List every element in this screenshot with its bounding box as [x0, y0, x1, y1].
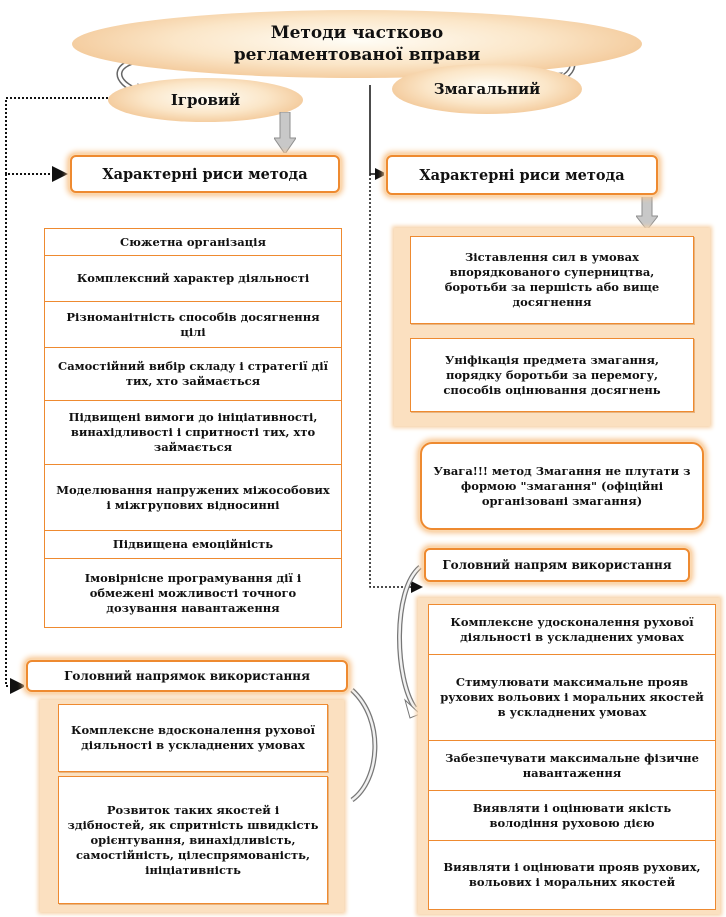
- list-item: Комплексне удосконалення рухової діяльності в ускладнених умовах: [429, 605, 715, 655]
- left-usage-text: Комплексне вдосконалення рухової діяльності в ускладнених умовах: [71, 723, 315, 752]
- right-feature-box: [410, 338, 694, 412]
- left-usage-header: [26, 660, 348, 692]
- dotted-arrow-icon: [6, 174, 22, 686]
- diagram-title: Методи частково регламентованої вправи: [233, 23, 481, 65]
- list-item: Підвищені вимоги до ініціативності, винахідливості і спритності тих, хто займається: [45, 401, 341, 465]
- list-item: Різноманітність способів досягнення цілі: [45, 302, 341, 348]
- left-method-label: Ігровий: [170, 91, 241, 109]
- warning-note: [420, 442, 704, 530]
- right-features-header: [386, 155, 658, 195]
- left-features-header-text: Характерні риси метода: [102, 165, 308, 183]
- list-item: Забезпечувати максимальне фізичне навантаження: [429, 741, 715, 791]
- list-item: Самостійний вибір складу і стратегії дії тих, хто займається: [45, 348, 341, 401]
- left-usage-text: Розвиток таких якостей і здібностей, як спритність швидкість орієнтування, винахідливість, самостійність, цілеспрямованість, ініціативність: [67, 802, 319, 877]
- right-features-header-text: Характерні риси метода: [419, 166, 625, 184]
- curved-arrow-icon: [399, 567, 420, 708]
- right-usage-header: [424, 548, 690, 582]
- title-ellipse: [72, 10, 642, 78]
- down-arrow-icon: [636, 196, 658, 230]
- dotted-arrow-icon: [370, 85, 384, 174]
- right-usage-list: [428, 604, 716, 910]
- right-usage-header-text: Головний напрям використання: [442, 558, 672, 572]
- right-feature-text: Зіставлення сил в умовах впорядкованого суперництва, боротьби за першість або вище досягнення: [444, 250, 660, 309]
- list-item: Моделювання напружених міжособових і міжгрупових відносинні: [45, 465, 341, 531]
- right-feature-box: [410, 236, 694, 324]
- right-feature-text: Уніфікація предмета змагання, порядку боротьби за перемогу, способів оцінювання досягнень: [443, 352, 661, 397]
- list-item: Комплексний характер діяльності: [45, 256, 341, 302]
- curved-arrow-icon: [352, 690, 375, 800]
- left-features-header: [70, 155, 340, 193]
- right-method-label: Змагальний: [433, 80, 541, 98]
- left-features-list: [44, 228, 342, 628]
- list-item: Виявляти і оцінювати якість володіння руховою дією: [429, 791, 715, 841]
- right-method-ellipse: [392, 64, 582, 114]
- list-item: Виявляти і оцінювати прояв рухових, вольових і моральних якостей: [443, 860, 701, 889]
- list-item: Стимулювати максимальне прояв рухових вольових і моральних якостей в ускладнених умовах: [429, 655, 715, 741]
- warning-note-text: Увага!!! метод Змагання не плутати з формою "змагання" (офіційні організовані змагання): [433, 463, 691, 508]
- list-item: Сюжетна організація: [45, 229, 341, 256]
- down-arrow-icon: [274, 112, 296, 154]
- left-usage-header-text: Головний напрямок використання: [64, 669, 310, 683]
- list-item: Підвищена емоційність: [45, 531, 341, 559]
- left-usage-box: [58, 704, 328, 772]
- list-item: Імовірнісне програмування дії і обмежені можливості точного дозування навантаження: [84, 570, 302, 615]
- left-usage-box: [58, 776, 328, 904]
